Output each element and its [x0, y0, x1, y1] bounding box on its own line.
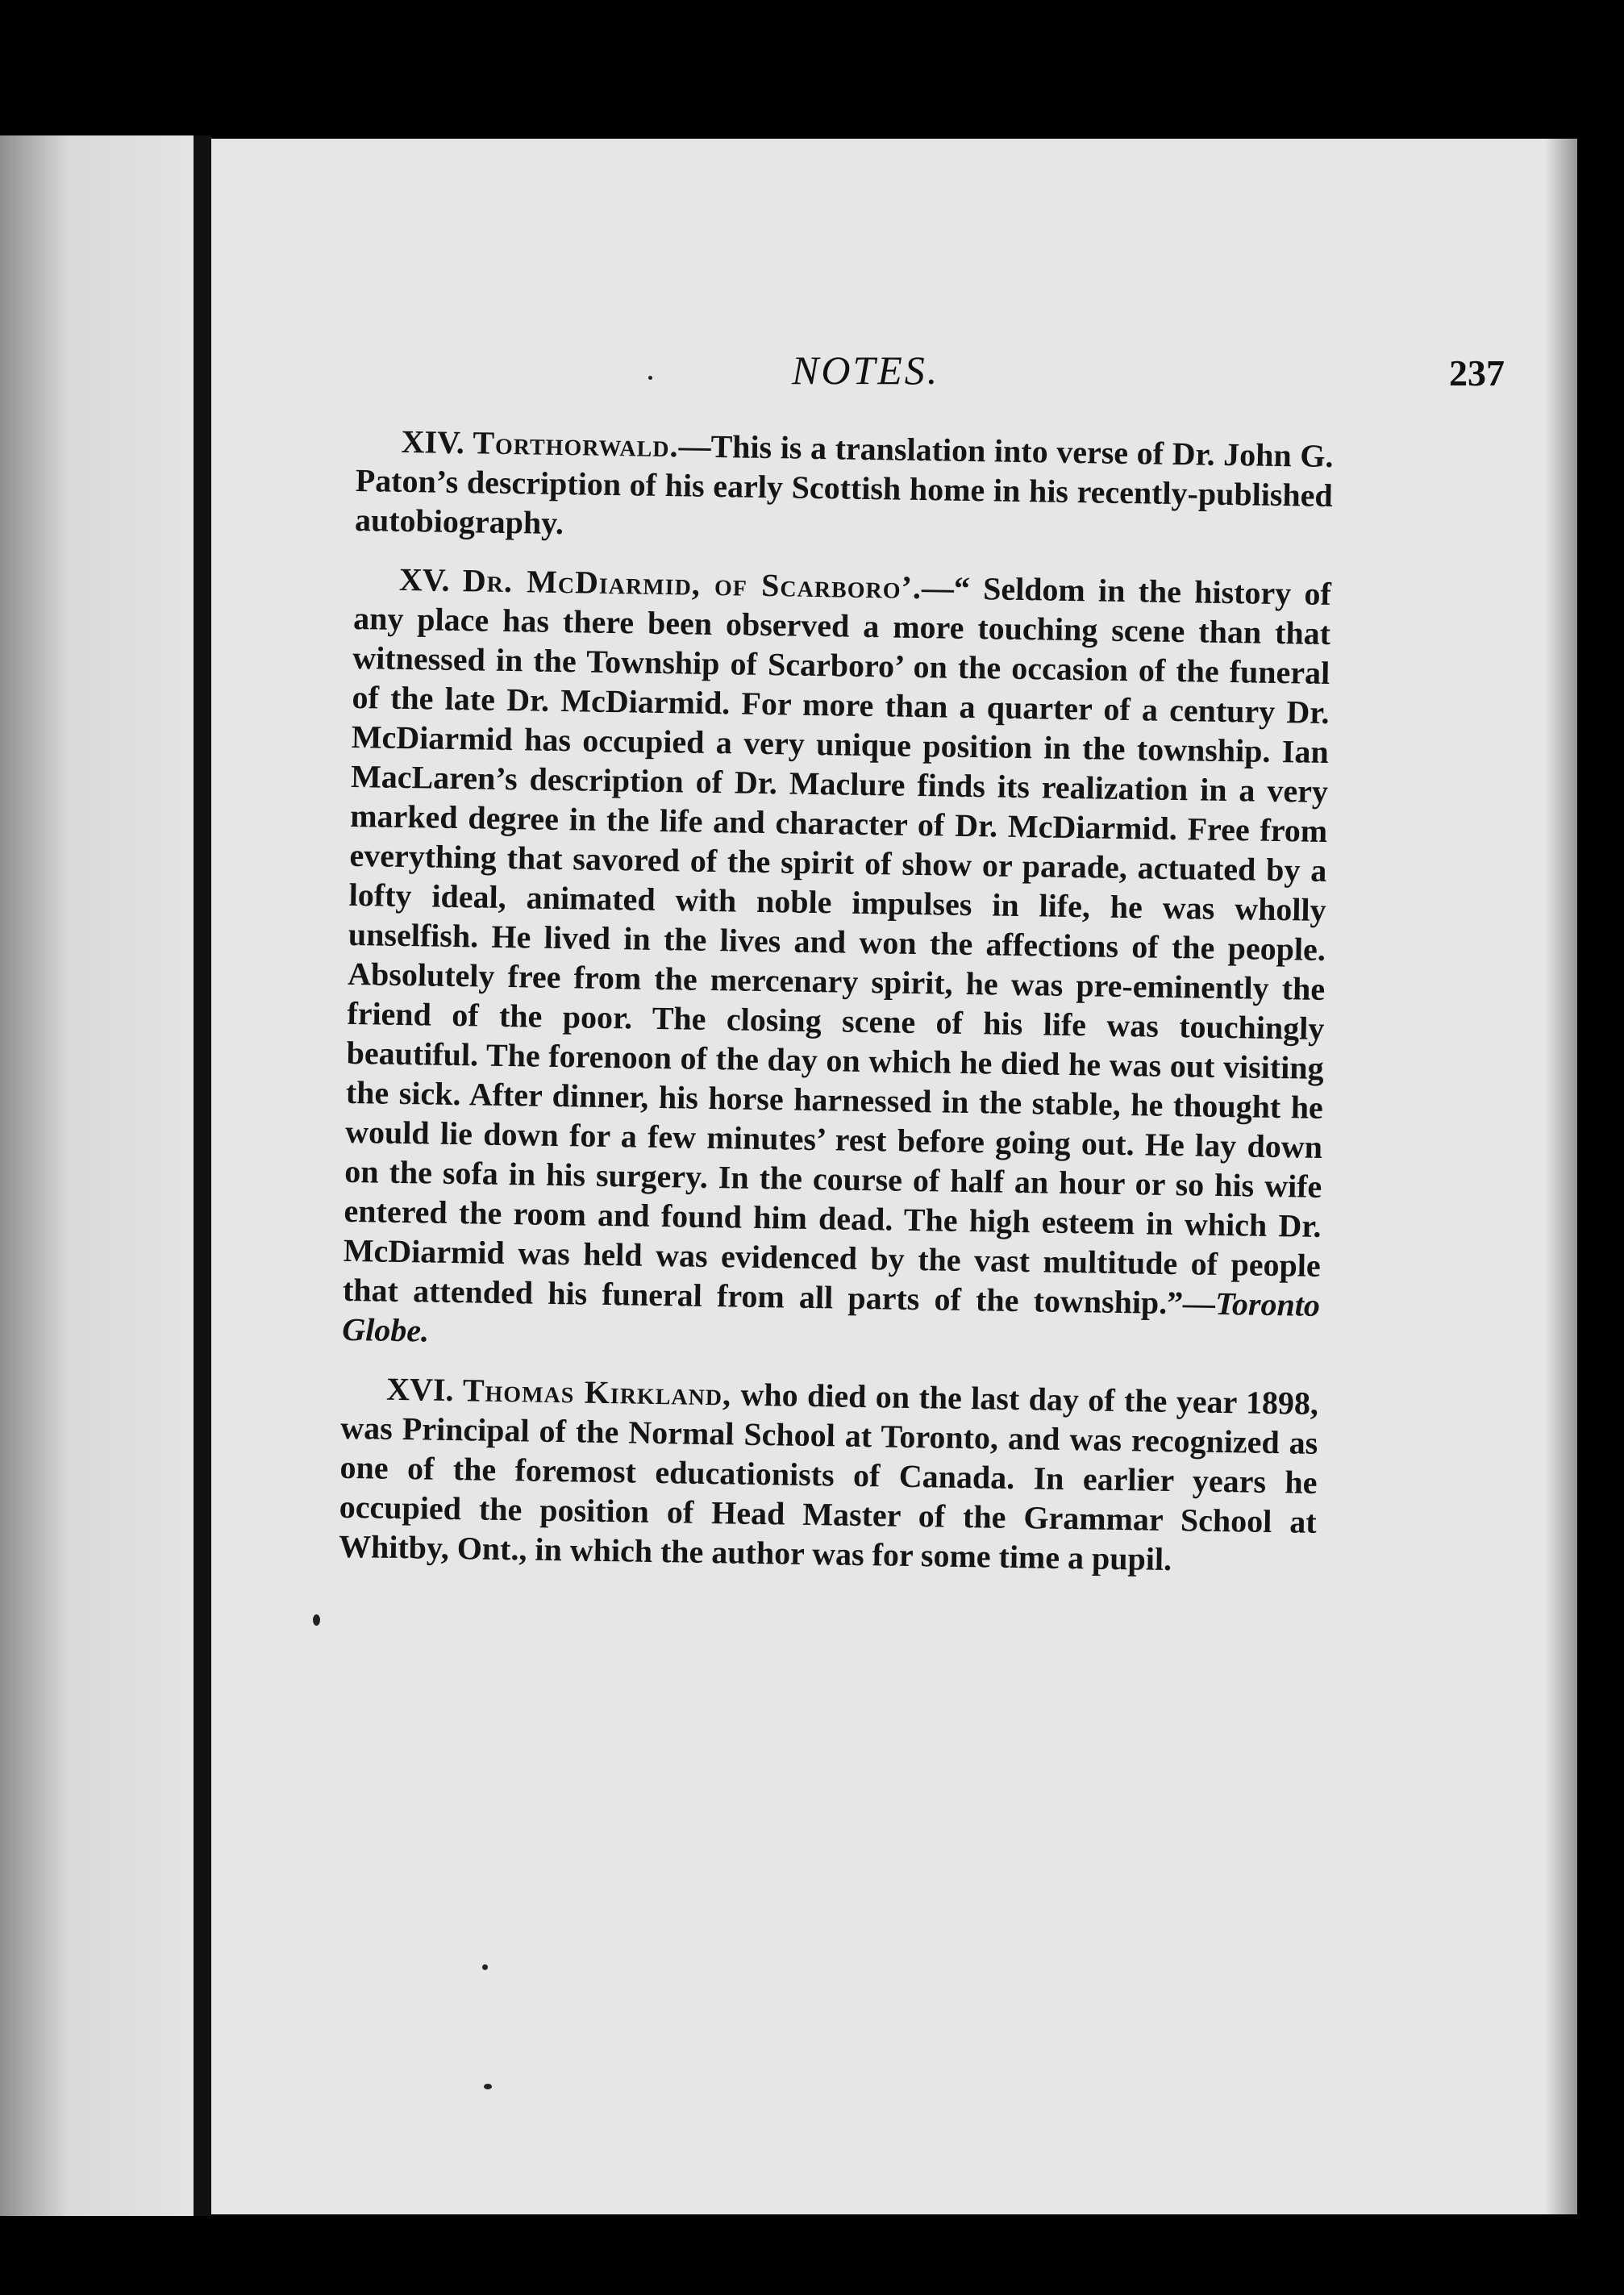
note-number: XVI.: [385, 1370, 454, 1409]
page-number: 237: [1449, 352, 1505, 394]
note-xiv: [355, 421, 1334, 555]
note-heading: Dr. McDiarmid, of Scarboro’.: [462, 562, 922, 606]
note-xvi: [339, 1368, 1319, 1581]
note-number: XV.: [398, 560, 450, 598]
page-header: [211, 347, 1577, 403]
book-page: [211, 139, 1577, 2214]
note-text: who died on the last day of the year 1898, was Principal of the Normal School at Toronto, and was recognized as one of the foremost educationists of Canada. In earlier years he occupied the position of Head Master of the Grammar School at Whitby, Ont., in which the author was for some time a pupil.: [338, 1376, 1319, 1578]
gutter-shadow: [194, 135, 211, 2216]
ink-speck: [484, 2084, 492, 2089]
note-source: —Toronto Globe.: [341, 1285, 1321, 1349]
note-heading: Thomas Kirkland,: [462, 1372, 732, 1413]
page-edge-shadow: [1545, 139, 1577, 2214]
note-xv: [342, 559, 1331, 1364]
note-text: —This is a translation into verse of Dr. John G. Paton’s description of his early Scottish home in his recently-published autobiography.: [354, 427, 1334, 542]
note-number: XIV.: [401, 423, 465, 461]
note-text: —“ Seldom in the history of any place has there been observed a more touching scene than that witnessed in the Township of Scarboro’ on the occasion of the funeral of the late Dr. McDiarmid. For more than a quarter of a century Dr. McDiarmid has occupied a very unique position in the township. Ian MacLaren’s description of Dr. Maclure finds its realization in a very marked degree in the life and character of Dr. McDiarmid. Free from everything that savored of the spirit of show or parade, actuated by a lofty ideal, animated with noble impulses in life, he was wholly unselfish. He lived in the lives and won the affections of the people. Absolutely free from the mercenary spirit, he was pre-eminently the friend of the poor. The closing scene of his life was touchingly beautiful. The forenoon of the day on which he died he was out visiting the sick. After dinner, his horse harnessed in the stable, he thought he would lie down for a few minutes’ rest before going out. He lay down on the sofa in his surgery. In the course of half an hour or so his wife entered the room and found him dead. The high esteem in which Dr. McDiarmid was held was evidenced by the vast multitude of people that attended his funeral from all parts of the township.”: [342, 569, 1332, 1322]
facing-page-edge: [0, 135, 194, 2216]
notes-body: [338, 421, 1334, 1601]
ink-speck: [482, 1964, 488, 1970]
note-heading: Torthorwald.: [473, 424, 679, 464]
running-title: NOTES.: [792, 348, 940, 393]
ink-speck: [648, 376, 652, 380]
ink-speck: [313, 1614, 320, 1626]
